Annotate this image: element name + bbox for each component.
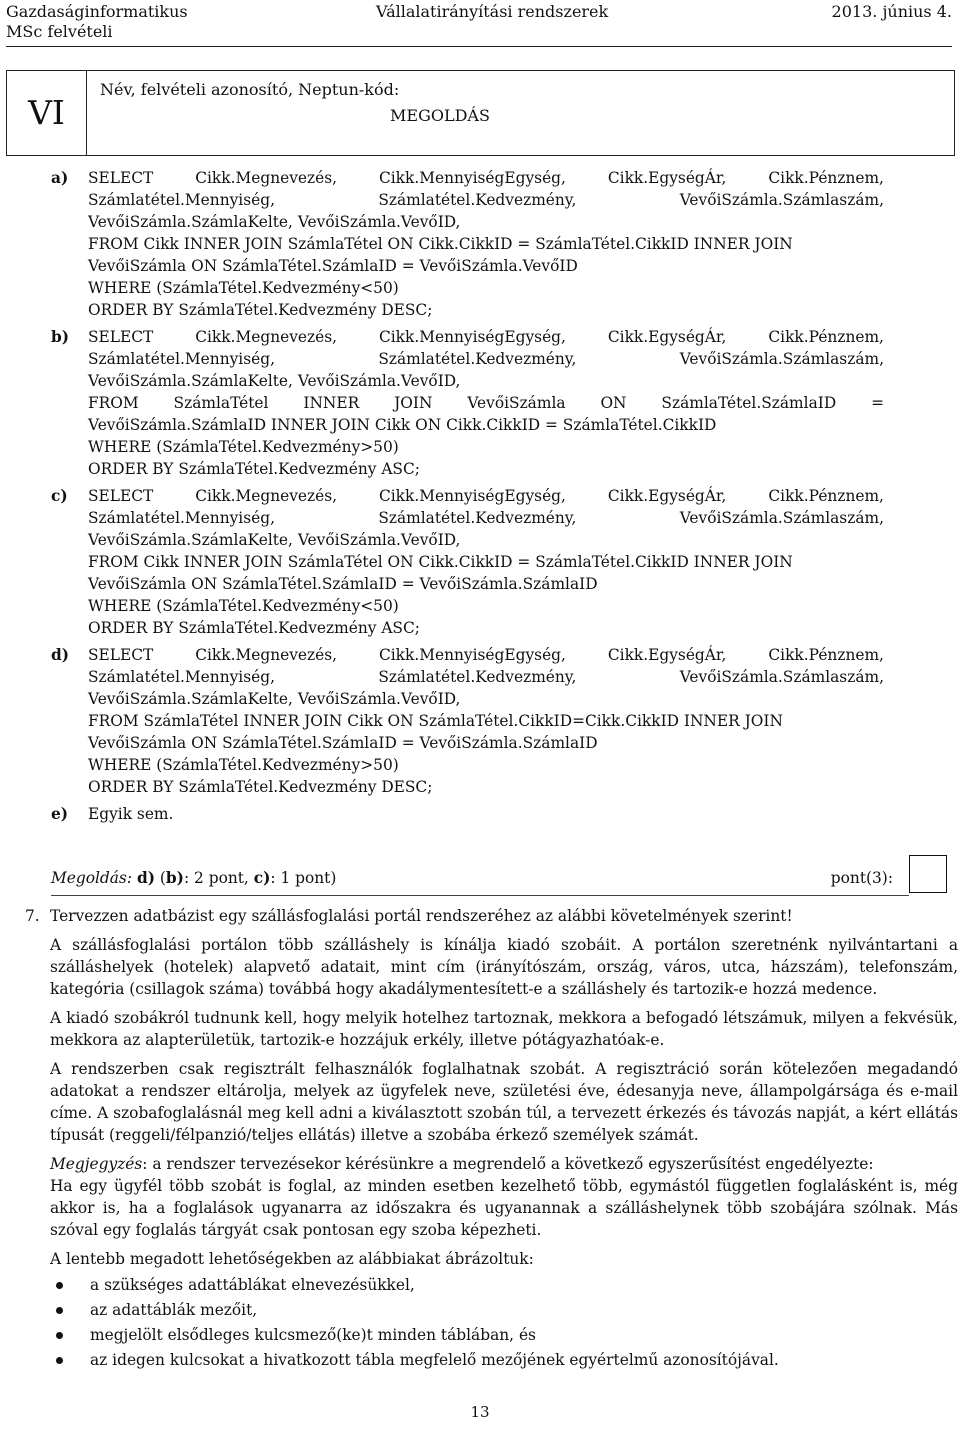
solution-answer: d) [136, 869, 155, 887]
points-box[interactable] [909, 855, 947, 893]
sql-token: JOIN [394, 394, 433, 412]
list-item-text: megjelölt elsődleges kulcsmező(ke)t minden táblában, és [90, 1326, 536, 1344]
solution-label: Megoldás: [51, 869, 133, 887]
option-letter: b) [51, 328, 70, 346]
where-line: WHERE (SzámlaTétel.Kedvezmény<50) [88, 597, 399, 615]
from-line-2: VevőiSzámla ON SzámlaTétel.SzámlaID = VevőiSzámla.VevőID [88, 257, 578, 275]
task-title-text: Tervezzen adatbázist egy szállásfoglalási portál rendszeréhez az alábbi követelmények szerint! [50, 907, 793, 925]
option-letter: a) [51, 169, 69, 187]
bullet-icon [56, 1282, 63, 1289]
sql-token: Számlatétel.Kedvezmény, [378, 509, 577, 527]
sql-token: Cikk.MennyiségEgység, [378, 328, 566, 346]
sql-token: Cikk.MennyiségEgység, [378, 487, 566, 505]
sql-token: VevőiSzámla [467, 394, 566, 412]
sql-token: SELECT [88, 487, 154, 505]
sql-token: Cikk.MennyiségEgység, [378, 169, 566, 187]
note-rest: : a rendszer tervezésekor kérésünkre a megrendelő a következő egyszerűsítést engedélyezte: [142, 1155, 874, 1173]
note-heading [50, 1153, 958, 1175]
option-letter: e) [51, 805, 69, 823]
sql-token: INNER [303, 394, 360, 412]
sql-token: Számlatétel.Kedvezmény, [378, 350, 577, 368]
option-c [51, 485, 884, 639]
sql-token: Számlatétel.Mennyiség, [88, 668, 275, 686]
from-line-2: VevőiSzámla ON SzámlaTétel.SzámlaID = VevőiSzámla.SzámlaID [88, 734, 598, 752]
list-item-text: a szükséges adattáblákat elnevezésükkel, [90, 1276, 415, 1294]
sql-query [88, 485, 884, 639]
select-line [88, 644, 884, 666]
list-item [50, 1274, 958, 1296]
task-title [25, 905, 960, 927]
where-line: WHERE (SzámlaTétel.Kedvezmény>50) [88, 438, 399, 456]
select-line-2 [88, 507, 884, 529]
list-item-text: az adattáblák mezőit, [90, 1301, 258, 1319]
sql-token: Számlatétel.Kedvezmény, [378, 668, 577, 686]
select-line-3: VevőiSzámla.SzámlaKelte, VevőiSzámla.VevőID, [88, 213, 461, 231]
sql-token: VevőiSzámla.Számlaszám, [679, 191, 884, 209]
requirement-list [50, 1274, 958, 1371]
sql-token: VevőiSzámla.Számlaszám, [679, 509, 884, 527]
sql-token: SELECT [88, 169, 154, 187]
header-course: Vállalatirányítási rendszerek [376, 2, 609, 21]
sql-token: Cikk.Megnevezés, [195, 646, 338, 664]
select-line-3: VevőiSzámla.SzámlaKelte, VevőiSzámla.VevőID, [88, 372, 461, 390]
sql-token: Számlatétel.Mennyiség, [88, 191, 275, 209]
sql-token: VevőiSzámla.Számlaszám, [679, 350, 884, 368]
solution-line [51, 866, 947, 890]
sql-query [88, 326, 884, 480]
solution-c: c) [253, 869, 271, 887]
order-line: ORDER BY SzámlaTétel.Kedvezmény ASC; [88, 619, 420, 637]
id-prompt: Név, felvételi azonosító, Neptun-kód: [100, 80, 400, 99]
sql-token: SELECT [88, 328, 154, 346]
id-box [6, 70, 955, 156]
bullet-icon [56, 1307, 63, 1314]
bullet-icon [56, 1332, 63, 1339]
sql-token: FROM [88, 394, 139, 412]
task-paragraph: A szállásfoglalási portálon több szálláshely is kínálja kiadó szobáit. A portálon szeretnénk nyilvántartani a szálláshelyek (hotelek) alapvető adatait, mint cím (irányítószám, ország, város, utca, házszám), telefonszám, kategória (csillagok száma) továbbá hogy akadálymentesített-e a szálláshely és tartozik-e hozzá medence. [50, 936, 958, 998]
list-item [50, 1299, 958, 1321]
list-item [50, 1349, 958, 1371]
list-item [50, 1324, 958, 1346]
sql-token: SzámlaTétel [173, 394, 269, 412]
id-answer: MEGOLDÁS [390, 106, 490, 125]
solution-open: ( [159, 869, 166, 887]
from-line: FROM SzámlaTétel INNER JOIN Cikk ON SzámlaTétel.CikkID=Cikk.CikkID INNER JOIN [88, 712, 783, 730]
header-exam-type: MSc felvételi [6, 22, 113, 41]
from-line: FROM Cikk INNER JOIN SzámlaTétel ON Cikk.CikkID = SzámlaTétel.CikkID INNER JOIN [88, 553, 793, 571]
sql-token: SELECT [88, 646, 154, 664]
from-line: FROM Cikk INNER JOIN SzámlaTétel ON Cikk.CikkID = SzámlaTétel.CikkID INNER JOIN [88, 235, 793, 253]
where-line: WHERE (SzámlaTétel.Kedvezmény>50) [88, 756, 399, 774]
option-b [51, 326, 884, 480]
select-line [88, 167, 884, 189]
solution-rule [51, 895, 909, 896]
sql-query [88, 167, 884, 321]
select-line-3: VevőiSzámla.SzámlaKelte, VevőiSzámla.VevőID, [88, 690, 461, 708]
sql-token: Cikk.MennyiségEgység, [378, 646, 566, 664]
select-line-2 [88, 189, 884, 211]
task-paragraph: A rendszerben csak regisztrált felhasználók foglalhatnak szobát. A regisztráció során kötelezően megadandó adatokat a rendszer eltárolja, melyek az ügyfelek neve, születési éve, édesanyja neve, állampolgársága és e-mail címe. A szobafoglalásnál meg kell adni a kiválasztott szobán túl, a tervezett érkezés és távozás napját, a kért ellátás típusát (reggeli/félpanzió/teljes ellátás) illetve a szobába érkező személyek számát. [50, 1060, 958, 1144]
sql-token: Számlatétel.Kedvezmény, [378, 191, 577, 209]
option-letter: d) [51, 646, 70, 664]
solution-c-points: : 1 pont) [270, 869, 337, 887]
answer-options [51, 167, 884, 830]
sql-token: = [871, 394, 884, 412]
select-line-2 [88, 348, 884, 370]
version-label: VI [7, 71, 87, 155]
header-date: 2013. június 4. [831, 2, 952, 21]
select-line-3: VevőiSzámla.SzámlaKelte, VevőiSzámla.VevőID, [88, 531, 461, 549]
task-number: 7. [25, 907, 40, 925]
note-label: Megjegyzés [50, 1155, 143, 1173]
sql-token: Cikk.Megnevezés, [195, 487, 338, 505]
header-program: Gazdaságinformatikus [6, 2, 188, 21]
option-a [51, 167, 884, 321]
sql-token: Számlatétel.Mennyiség, [88, 509, 275, 527]
sql-token: SzámlaTétel.SzámlaID [661, 394, 837, 412]
bullet-icon [56, 1357, 63, 1364]
task-7 [25, 905, 960, 1374]
sql-token: Cikk.Pénznem, [768, 487, 884, 505]
sql-token: Cikk.EgységÁr, [607, 328, 727, 346]
option-e-text: Egyik sem. [88, 805, 174, 823]
task-body [25, 934, 958, 1371]
page-number: 13 [470, 1403, 490, 1421]
order-line: ORDER BY SzámlaTétel.Kedvezmény DESC; [88, 778, 433, 796]
sql-token: Cikk.EgységÁr, [607, 646, 727, 664]
note-body: Ha egy ügyfél több szobát is foglal, az minden esetben kezelhető több, egymástól független foglalásként is, még akkor is, ha a foglalások ugyanarra az időszakra és ugyanannak a szálláshelynek több szobájára szólnak. Más szóval egy foglalás tárgyát csak pontosan egy szoba képezheti. [50, 1177, 958, 1239]
solution-b: b) [165, 869, 184, 887]
option-d [51, 644, 884, 798]
order-line: ORDER BY SzámlaTétel.Kedvezmény DESC; [88, 301, 433, 319]
from-line-2: VevőiSzámla ON SzámlaTétel.SzámlaID = VevőiSzámla.SzámlaID [88, 575, 598, 593]
select-line [88, 485, 884, 507]
sql-token: Cikk.Pénznem, [768, 646, 884, 664]
sql-token: Cikk.Megnevezés, [195, 328, 338, 346]
sql-query [88, 644, 884, 798]
sql-token: VevőiSzámla.Számlaszám, [679, 668, 884, 686]
page-header [6, 2, 952, 42]
points-label: pont(3): [830, 869, 893, 887]
sql-token: Cikk.EgységÁr, [607, 487, 727, 505]
sql-token: Cikk.Megnevezés, [195, 169, 338, 187]
list-item-text: az idegen kulcsokat a hivatkozott tábla megfelelő mezőjének egyértelmű azonosítójával. [90, 1351, 779, 1369]
sql-token: Számlatétel.Mennyiség, [88, 350, 275, 368]
select-line [88, 326, 884, 348]
select-line-2 [88, 666, 884, 688]
where-line: WHERE (SzámlaTétel.Kedvezmény<50) [88, 279, 399, 297]
sql-token: Cikk.EgységÁr, [607, 169, 727, 187]
sql-token: ON [600, 394, 627, 412]
order-line: ORDER BY SzámlaTétel.Kedvezmény ASC; [88, 460, 420, 478]
solution-b-points: : 2 pont, [183, 869, 249, 887]
list-intro: A lentebb megadott lehetőségekben az alábbiakat ábrázoltuk: [50, 1250, 534, 1268]
from-line-2: VevőiSzámla.SzámlaID INNER JOIN Cikk ON Cikk.CikkID = SzámlaTétel.CikkID [88, 416, 717, 434]
option-letter: c) [51, 487, 68, 505]
header-rule [6, 46, 952, 47]
task-paragraph: A kiadó szobákról tudnunk kell, hogy melyik hotelhez tartoznak, mekkora a befogadó létszámuk, milyen a fekvésük, mekkora az alapterületük, tartozik-e hozzájuk erkély, illetve pótágyazhatóak-e. [50, 1009, 958, 1049]
option-e [51, 803, 884, 825]
solution-text [51, 866, 336, 890]
sql-token: Cikk.Pénznem, [768, 328, 884, 346]
sql-token: Cikk.Pénznem, [768, 169, 884, 187]
from-line [88, 392, 884, 414]
